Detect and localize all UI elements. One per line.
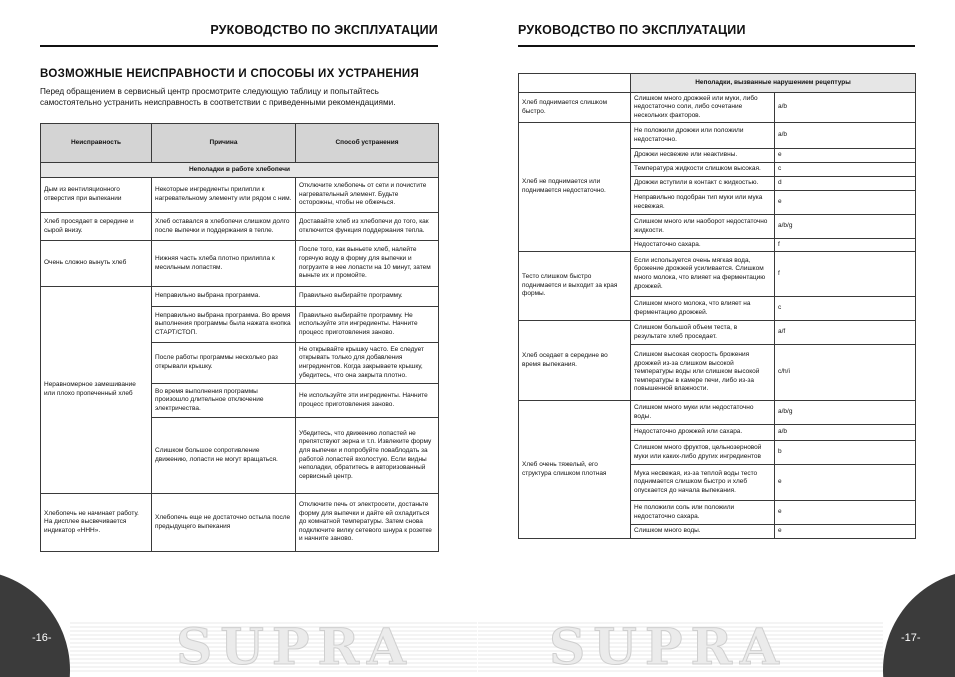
- solution-code: a/b/g: [775, 401, 916, 425]
- solution-code: a/b: [775, 93, 916, 123]
- table-row: [519, 93, 916, 123]
- cause-cell: Неправильно выбрана программа. Во время выполнения программы была нажата кнопка СТАРТ/СТОП.: [152, 307, 296, 343]
- fix-cell: Отключите печь от электросети, достаньте форму для выпечки и дайте ей охладиться до комнатной температуры. Затем снова подключите вилку сетевого шнура к розетке и начните заново.: [296, 494, 439, 552]
- cause-cell: Недостаточно сахара.: [631, 239, 775, 252]
- solution-code: a/b: [775, 425, 916, 441]
- cause-cell: После работы программы несколько раз открывали крышку.: [152, 343, 296, 384]
- table-row: [519, 321, 916, 345]
- fix-cell: Не используйте эти ингредиенты. Начните процесс приготовления заново.: [296, 384, 439, 418]
- problem-cell: Тесто слишком быстро поднимается и выходит за края формы.: [519, 252, 631, 321]
- page-header: РУКОВОДСТВО ПО ЭКСПЛУАТАЦИИ: [40, 23, 438, 47]
- cause-cell: Хлеб оставался в хлебопечи слишком долго после выпечки и поддержания в тепле.: [152, 213, 296, 241]
- cause-cell: Слишком высокая скорость брожения дрожжей из-за слишком высокой температуры воды или слишком высокой температуры в камере печи, либо из-за повышенной влажности.: [631, 345, 775, 401]
- cause-cell: Мука несвежая, из-за теплой воды тесто поднимается слишком быстро и хлеб опускается до начала выпекания.: [631, 465, 775, 501]
- table-row: [519, 123, 916, 149]
- cause-cell: Неправильно подобран тип муки или мука несвежая.: [631, 191, 775, 215]
- table-header-row: [41, 124, 439, 163]
- right-page: [478, 0, 955, 677]
- table-row: [519, 401, 916, 425]
- cause-cell: Дрожжи несвежие или неактивны.: [631, 149, 775, 163]
- solution-code: a/b/g: [775, 215, 916, 239]
- intro-text: Перед обращением в сервисный центр просмотрите следующую таблицу и попытайтесь самостоятельно устранить неисправность в соответствии с приведенными рекомендациями.: [40, 87, 396, 107]
- table-row: [41, 178, 439, 213]
- problem-cell: Хлеб очень тяжелый, его структура слишком плотная: [519, 401, 631, 539]
- table-row: [41, 287, 439, 307]
- solution-code: c: [775, 297, 916, 321]
- table-subheader: Неполадки, вызванные нарушением рецептуры: [631, 74, 916, 93]
- table-subheader-row: [41, 163, 439, 178]
- cause-cell: Температура жидкости слишком высокая.: [631, 163, 775, 177]
- section-title: ВОЗМОЖНЫЕ НЕИСПРАВНОСТИ И СПОСОБЫ ИХ УСТРАНЕНИЯ: [40, 68, 420, 80]
- solution-code: d: [775, 177, 916, 191]
- cause-cell: Слишком большой объем теста, в результате хлеб проседает.: [631, 321, 775, 345]
- fix-cell: Правильно выбирайте программу.: [296, 287, 439, 307]
- fix-cell: Убедитесь, что движению лопастей не препятствуют зерна и т.п. Извлеките форму для выпечки и попробуйте поваблодать за работой лопастей вхолостую. Если видны неполадки, обратитесь в авторизованный сервисный центр.: [296, 418, 439, 494]
- solution-code: a/f: [775, 321, 916, 345]
- solution-code: e: [775, 525, 916, 539]
- corner-decoration: [883, 570, 955, 677]
- cause-cell: Слишком много дрожжей или муки, либо недостаточно соли, либо сочетание нескольких факторов.: [631, 93, 775, 123]
- cause-cell: Не положили соль или положили недостаточно сахара.: [631, 501, 775, 525]
- fix-cell: Отключите хлебопечь от сети и почистите нагревательный элемент. Будьте осторожны, чтобы не обжечься.: [296, 178, 439, 213]
- problem-cell: Хлеб не поднимается или поднимается недостаточно.: [519, 123, 631, 252]
- corner-decoration: [0, 570, 70, 677]
- cause-cell: Не положили дрожжи или положили недостаточно.: [631, 123, 775, 149]
- cause-cell: Слишком много воды.: [631, 525, 775, 539]
- cause-cell: Во время выполнения программы произошло длительное отключение электричества.: [152, 384, 296, 418]
- column-header: Причина: [152, 124, 296, 163]
- left-page: [0, 0, 477, 677]
- solution-code: e: [775, 465, 916, 501]
- problem-cell: Хлебопечь не начинает работу. На дисплее высвечивается индикатор «HHH».: [41, 494, 152, 552]
- cause-cell: Слишком много или наоборот недостаточно жидкости.: [631, 215, 775, 239]
- cause-cell: Слишком большое сопротивление движению, лопасти не могут вращаться.: [152, 418, 296, 494]
- problem-cell: Неравномерное замешивание или плохо пропеченный хлеб: [41, 287, 152, 494]
- solution-code: c/h/i: [775, 345, 916, 401]
- cause-cell: Дрожжи вступили в контакт с жидкостью.: [631, 177, 775, 191]
- cause-cell: Неправильно выбрана программа.: [152, 287, 296, 307]
- problem-cell: Очень сложно вынуть хлеб: [41, 241, 152, 287]
- solution-code: e: [775, 149, 916, 163]
- fix-cell: После того, как выньете хлеб, налейте горячую воду в форму для выпечки и погрузите в нее лопасти на 10 минут, затем выньте их и промойте.: [296, 241, 439, 287]
- table-row: [41, 213, 439, 241]
- column-header: Способ устранения: [296, 124, 439, 163]
- page-header: РУКОВОДСТВО ПО ЭКСПЛУАТАЦИИ: [518, 23, 915, 47]
- recipe-troubleshooting-table: [518, 73, 916, 539]
- solution-code: f: [775, 239, 916, 252]
- cause-cell: Нижняя часть хлеба плотно прилипла к месильным лопастям.: [152, 241, 296, 287]
- table-subheader-row: [519, 74, 916, 93]
- solution-code: b: [775, 441, 916, 465]
- cause-cell: Недостаточно дрожжей или сахара.: [631, 425, 775, 441]
- solution-code: a/b: [775, 123, 916, 149]
- fix-cell: Правильно выбирайте программу. Не используйте эти ингредиенты. Начните процесс приготовления заново.: [296, 307, 439, 343]
- table-row: [519, 252, 916, 297]
- problem-cell: Хлеб поднимается слишком быстро.: [519, 93, 631, 123]
- brand-watermark: SUPRA: [549, 616, 787, 676]
- fix-cell: Не открывайте крышку часто. Ее следует открывать только для добавления ингредиентов. Когда закрываете крышку, убедитесь, что она закрыта плотно.: [296, 343, 439, 384]
- page-number: -17-: [901, 632, 921, 644]
- cause-cell: Некоторые ингредиенты прилипли к нагревательному элементу или рядом с ним.: [152, 178, 296, 213]
- cause-cell: Слишком много фруктов, цельнозерновой муки или каких-либо других ингредиентов: [631, 441, 775, 465]
- page-number: -16-: [32, 632, 52, 644]
- problem-cell: Хлеб оседает в середине во время выпекания.: [519, 321, 631, 401]
- column-header: Неисправность: [41, 124, 152, 163]
- brand-watermark: SUPRA: [176, 616, 414, 676]
- cause-cell: Слишком много муки или недостаточно воды.: [631, 401, 775, 425]
- problem-cell: Хлеб просядает в середине и сырой внизу.: [41, 213, 152, 241]
- cause-cell: Если используется очень мягкая вода, брожение дрожжей усиливается. Слишком много молока, что влияет на ферментацию дрожжей.: [631, 252, 775, 297]
- cause-cell: Хлебопечь еще не достаточно остыла после предыдущего выпекания: [152, 494, 296, 552]
- solution-code: e: [775, 501, 916, 525]
- problem-cell: Дым из вентиляционного отверстия при выпекании: [41, 178, 152, 213]
- fix-cell: Доставайте хлеб из хлебопечи до того, как отключится функция поддержания тепла.: [296, 213, 439, 241]
- table-row: [41, 494, 439, 552]
- solution-code: c: [775, 163, 916, 177]
- table-subheader: Неполадки в работе хлебопечи: [41, 163, 439, 178]
- table-row: [41, 241, 439, 287]
- solution-code: e: [775, 191, 916, 215]
- solution-code: f: [775, 252, 916, 297]
- cause-cell: Слишком много молока, что влияет на ферментацию дрожжей.: [631, 297, 775, 321]
- troubleshooting-table: [40, 123, 439, 552]
